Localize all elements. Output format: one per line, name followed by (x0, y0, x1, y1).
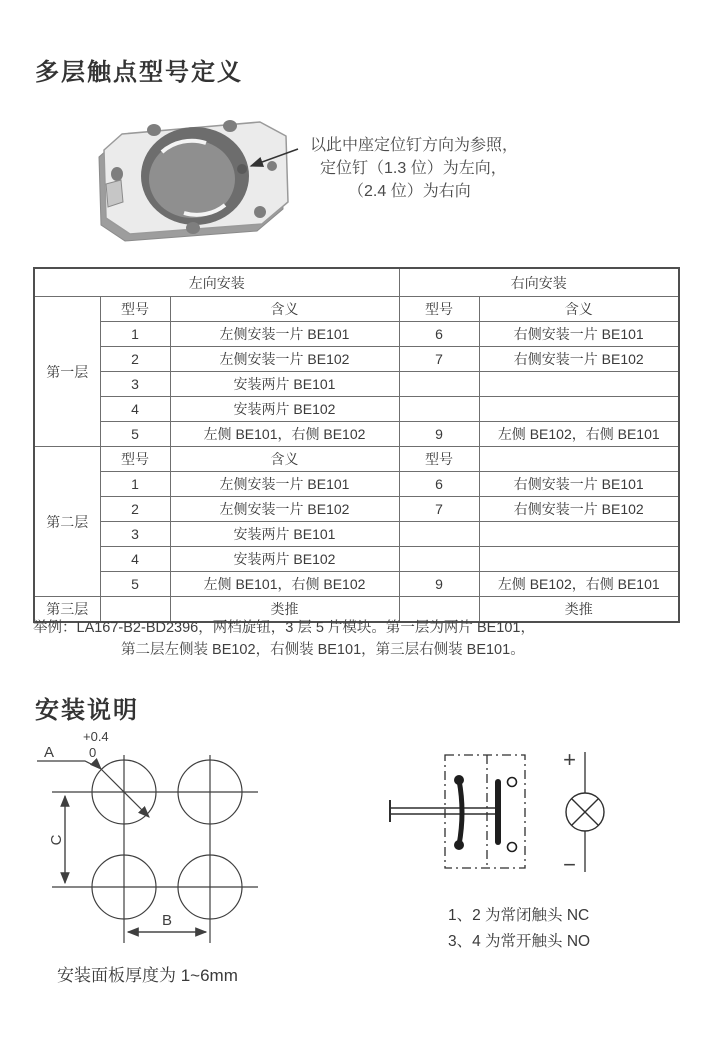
table-cell: 左侧安装一片 BE102 (170, 347, 399, 372)
col-header-model: 型号 (399, 447, 479, 472)
positioning-pin (237, 164, 247, 174)
col-header-meaning (479, 447, 679, 472)
table-cell: 右侧安装一片 BE102 (479, 497, 679, 522)
panel-thickness-note: 安装面板厚度为 1~6mm (57, 966, 238, 985)
install-section-title: 安装说明 (35, 697, 139, 724)
dim-b-label: B (161, 912, 173, 929)
nc-contact-dot-top (454, 775, 464, 785)
table-row (34, 472, 679, 497)
mounting-base-illustration (92, 112, 307, 247)
table-cell: 4 (100, 397, 170, 422)
table-cell: 安装两片 BE101 (170, 522, 399, 547)
table-cell: 7 (399, 497, 479, 522)
header-right-install: 右向安装 (399, 268, 679, 297)
table-cell: 2 (100, 347, 170, 372)
layer-3-label: 第三层 (34, 597, 100, 623)
table-cell: 左侧 BE102，右侧 BE101 (479, 572, 679, 597)
table-cell: 5 (100, 422, 170, 447)
table-cell: 左侧安装一片 BE102 (170, 497, 399, 522)
table-cell: 安装两片 BE102 (170, 397, 399, 422)
table-row (34, 322, 679, 347)
col-header-model: 型号 (399, 297, 479, 322)
pin-direction-note (310, 134, 518, 203)
layer-2-label: 第二层 (34, 447, 100, 597)
table-cell: 9 (399, 572, 479, 597)
dim-a-tolerance-upper: +0.4 (83, 729, 109, 744)
no-terminal-bottom (508, 843, 517, 852)
table-row (34, 447, 679, 472)
table-cell: 4 (100, 547, 170, 572)
nc-note: 1、2 为常闭触头 NC (448, 907, 590, 924)
col-header-model: 型号 (100, 297, 170, 322)
col-header-meaning: 含义 (479, 297, 679, 322)
table-cell: 安装两片 BE101 (170, 372, 399, 397)
example-line1: 举例：LA167-B2-BD2396，两档旋钮，3 层 5 片模块。第一层为两片 BE101， (33, 620, 535, 636)
table-row (34, 297, 679, 322)
table-cell (479, 522, 679, 547)
table-cell: 左侧 BE102，右侧 BE101 (479, 422, 679, 447)
dim-a-tolerance-lower: 0 (89, 745, 97, 760)
table-cell: 9 (399, 422, 479, 447)
polarity-plus-label: + (563, 747, 576, 772)
table-cell: 右侧安装一片 BE102 (479, 347, 679, 372)
dim-a-diameter-line (101, 769, 149, 817)
table-row (34, 372, 679, 397)
table-row (34, 268, 679, 297)
table-row (34, 497, 679, 522)
table-cell: 类推 (170, 597, 399, 623)
pin-note-line2: 定位钉（1.3 位）为左向， (320, 160, 507, 177)
model-definition-table (33, 267, 680, 623)
table-cell: 左侧安装一片 BE101 (170, 322, 399, 347)
table-cell: 左侧安装一片 BE101 (170, 472, 399, 497)
table-cell: 5 (100, 572, 170, 597)
table-row (34, 347, 679, 372)
dim-a-leader (37, 761, 99, 768)
polarity-minus-label: − (563, 852, 576, 877)
table-cell (399, 547, 479, 572)
table-cell: 6 (399, 472, 479, 497)
table-row (34, 572, 679, 597)
table-cell: 7 (399, 347, 479, 372)
table-cell: 1 (100, 472, 170, 497)
page-title: 多层触点型号定义 (35, 59, 243, 86)
table-cell: 类推 (479, 597, 679, 623)
contact-notes (448, 903, 590, 955)
table-cell (479, 397, 679, 422)
example-note (33, 617, 535, 661)
layer-1-label: 第一层 (34, 297, 100, 447)
table-cell (399, 522, 479, 547)
bracket-body (99, 120, 288, 241)
header-left-install: 左向安装 (34, 268, 399, 297)
table-cell: 安装两片 BE102 (170, 547, 399, 572)
table-cell: 右侧安装一片 BE101 (479, 322, 679, 347)
table-cell: 3 (100, 522, 170, 547)
hole-pattern-diagram (35, 723, 285, 958)
table-cell: 1 (100, 322, 170, 347)
table-row (34, 397, 679, 422)
no-note: 3、4 为常开触头 NO (448, 933, 591, 950)
table-cell: 6 (399, 322, 479, 347)
pin-note-line1: 以此中座定位钉方向为参照， (310, 137, 519, 154)
table-row (34, 547, 679, 572)
col-header-model: 型号 (100, 447, 170, 472)
dim-c-label: C (48, 834, 65, 846)
dim-a-label: A (44, 744, 55, 761)
no-terminal-top (508, 778, 517, 787)
nc-contact-bar (459, 780, 462, 845)
col-header-meaning: 含义 (170, 447, 399, 472)
table-row (34, 522, 679, 547)
table-cell: 左侧 BE101，右侧 BE102 (170, 572, 399, 597)
example-line2: 第二层左侧装 BE102，右侧装 BE101，第三层右侧装 BE101。 (121, 642, 525, 658)
table-cell: 左侧 BE101，右侧 BE102 (170, 422, 399, 447)
table-row (34, 422, 679, 447)
pin-note-line3: （2.4 位）为右向 (348, 183, 471, 200)
table-cell: 3 (100, 372, 170, 397)
col-header-meaning: 含义 (170, 297, 399, 322)
table-cell: 右侧安装一片 BE101 (479, 472, 679, 497)
table-cell (399, 397, 479, 422)
contact-circuit-diagram (380, 745, 650, 880)
table-cell: 2 (100, 497, 170, 522)
table-cell (479, 372, 679, 397)
table-cell (479, 547, 679, 572)
nc-contact-dot-bottom (454, 840, 464, 850)
table-cell (399, 372, 479, 397)
